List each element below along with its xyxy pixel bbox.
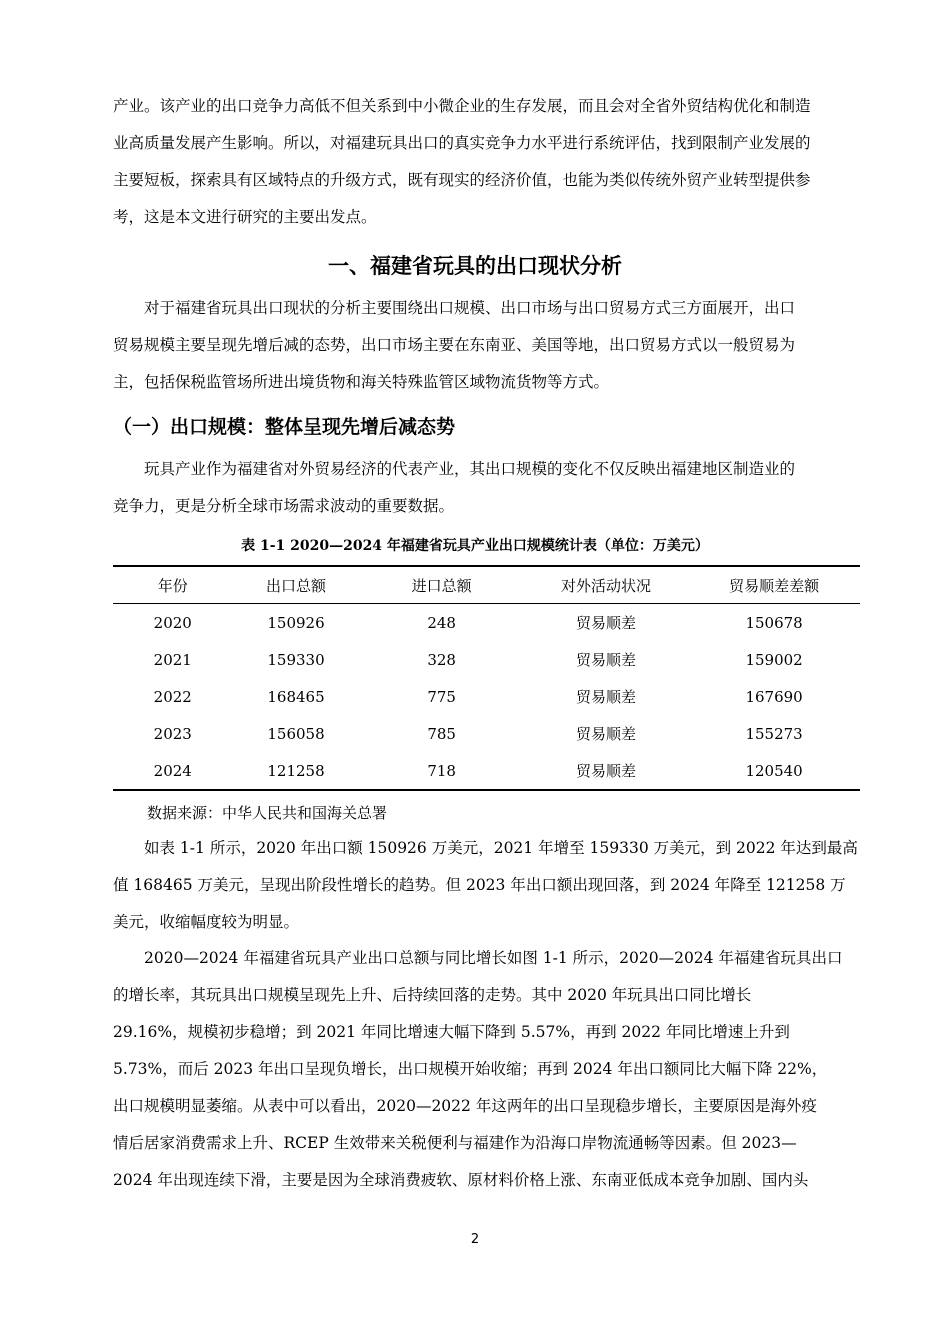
text-line: 对于福建省玩具出口现状的分析主要围绕出口规模、出口市场与出口贸易方式三方面展开，出口 <box>113 299 796 317</box>
table-cell: 155273 <box>745 724 803 743</box>
table-source: 数据来源：中华人民共和国海关总署 <box>147 804 388 822</box>
table-cell: 120540 <box>688 752 860 790</box>
table-row <box>113 715 860 752</box>
analysis-paragraph <box>113 940 861 1199</box>
table-cell: 贸易顺差 <box>575 725 636 743</box>
table-cell: 156058 <box>267 724 325 743</box>
text-line: 考，这是本文进行研究的主要出发点。 <box>113 208 377 226</box>
table-cell: 121258 <box>233 752 360 790</box>
page-number: 2 <box>470 1232 480 1247</box>
export-table <box>113 565 860 791</box>
table-cell: 775 <box>427 687 456 706</box>
table-cell: 2020 <box>153 613 192 632</box>
table-cell: 159002 <box>745 650 803 669</box>
table-row <box>113 641 860 678</box>
text-line: 情后居家消费需求上升、RCEP 生效带来关税便利与福建作为沿海口岸物流通畅等因素。但 2023— <box>113 1134 797 1152</box>
text-line: 产业。该产业的出口竞争力高低不但关系到中小微企业的生存发展，而且会对全省外贸结构优化和制造 <box>113 97 811 115</box>
table-cell: 贸易顺差 <box>524 752 688 790</box>
table-cell: 2023 <box>153 724 192 743</box>
text-line: 2020—2024 年福建省玩具产业出口总额与同比增长如图 1-1 所示，2020—2024 年福建省玩具出口 <box>113 949 843 967</box>
table-cell: 168465 <box>267 687 325 706</box>
table-row <box>113 678 860 715</box>
table-header-row <box>113 566 860 604</box>
section-paragraph <box>113 290 861 401</box>
table-cell: 167690 <box>745 687 803 706</box>
table-cell: 贸易顺差 <box>575 688 636 706</box>
text-line: 主要短板，探索具有区域特点的升级方式，既有现实的经济价值，也能为类似传统外贸产业转型提供参 <box>113 171 811 189</box>
column-header: 出口总额 <box>233 566 360 604</box>
column-header: 贸易顺差差额 <box>688 566 860 604</box>
text-line: 贸易规模主要呈现先增后减的态势，出口市场主要在东南亚、美国等地，出口贸易方式以一般贸易为 <box>113 336 796 354</box>
table-cell: 150678 <box>745 613 803 632</box>
text-line: 5.73%，而后 2023 年出口呈现负增长，出口规模开始收缩；再到 2024 年出口额同比大幅下降 22%， <box>113 1060 828 1078</box>
text-line: 美元，收缩幅度较为明显。 <box>113 913 300 931</box>
table-cell: 328 <box>427 650 456 669</box>
table-row <box>113 752 860 790</box>
text-line: 2024 年出现连续下滑，主要是因为全球消费疲软、原材料价格上涨、东南亚低成本竞争加剧、国内头 <box>113 1171 809 1189</box>
table-cell: 2024 <box>113 752 233 790</box>
table-row <box>113 604 860 642</box>
intro-paragraph <box>113 88 861 236</box>
text-line: 业高质量发展产生影响。所以，对福建玩具出口的真实竞争力水平进行系统评估，找到限制产业发展的 <box>113 134 811 152</box>
subsection-paragraph <box>113 451 861 525</box>
table-cell: 248 <box>427 613 456 632</box>
section-heading: 一、福建省玩具的出口现状分析 <box>328 254 622 278</box>
table-cell: 150926 <box>267 613 325 632</box>
text-line: 的增长率，其玩具出口规模呈现先上升、后持续回落的走势。其中 2020 年玩具出口同比增长 <box>113 986 752 1004</box>
table-cell: 2022 <box>153 687 192 706</box>
table-cell: 159330 <box>267 650 325 669</box>
text-line: 出口规模明显萎缩。从表中可以看出，2020—2022 年这两年的出口呈现稳步增长，主要原因是海外疫 <box>113 1097 817 1115</box>
table-cell: 718 <box>360 752 524 790</box>
text-line: 玩具产业作为福建省对外贸易经济的代表产业，其出口规模的变化不仅反映出福建地区制造业的 <box>113 460 796 478</box>
text-line: 主，包括保税监管场所进出境货物和海关特殊监管区域物流货物等方式。 <box>113 373 610 391</box>
subsection-heading: （一）出口规模：整体呈现先增后减态势 <box>113 416 456 438</box>
column-header: 对外活动状况 <box>524 566 688 604</box>
table-cell: 贸易顺差 <box>575 651 636 669</box>
table-caption: 表 1-1 2020—2024 年福建省玩具产业出口规模统计表（单位：万美元） <box>241 538 709 554</box>
text-line: 29.16%，规模初步稳增；到 2021 年同比增速大幅下降到 5.57%，再到 2022 年同比增速上升到 <box>113 1023 790 1041</box>
column-header: 年份 <box>113 566 233 604</box>
column-header: 进口总额 <box>360 566 524 604</box>
text-line: 值 168465 万美元，呈现出阶段性增长的趋势。但 2023 年出口额出现回落，到 2024 年降至 121258 万 <box>113 876 846 894</box>
table-cell: 贸易顺差 <box>575 614 636 632</box>
table-cell: 785 <box>427 724 456 743</box>
text-line: 如表 1-1 所示，2020 年出口额 150926 万美元，2021 年增至 159330 万美元，到 2022 年达到最高 <box>113 839 858 857</box>
text-line: 竞争力，更是分析全球市场需求波动的重要数据。 <box>113 497 455 515</box>
table-cell: 2021 <box>153 650 192 669</box>
analysis-paragraph <box>113 830 861 941</box>
